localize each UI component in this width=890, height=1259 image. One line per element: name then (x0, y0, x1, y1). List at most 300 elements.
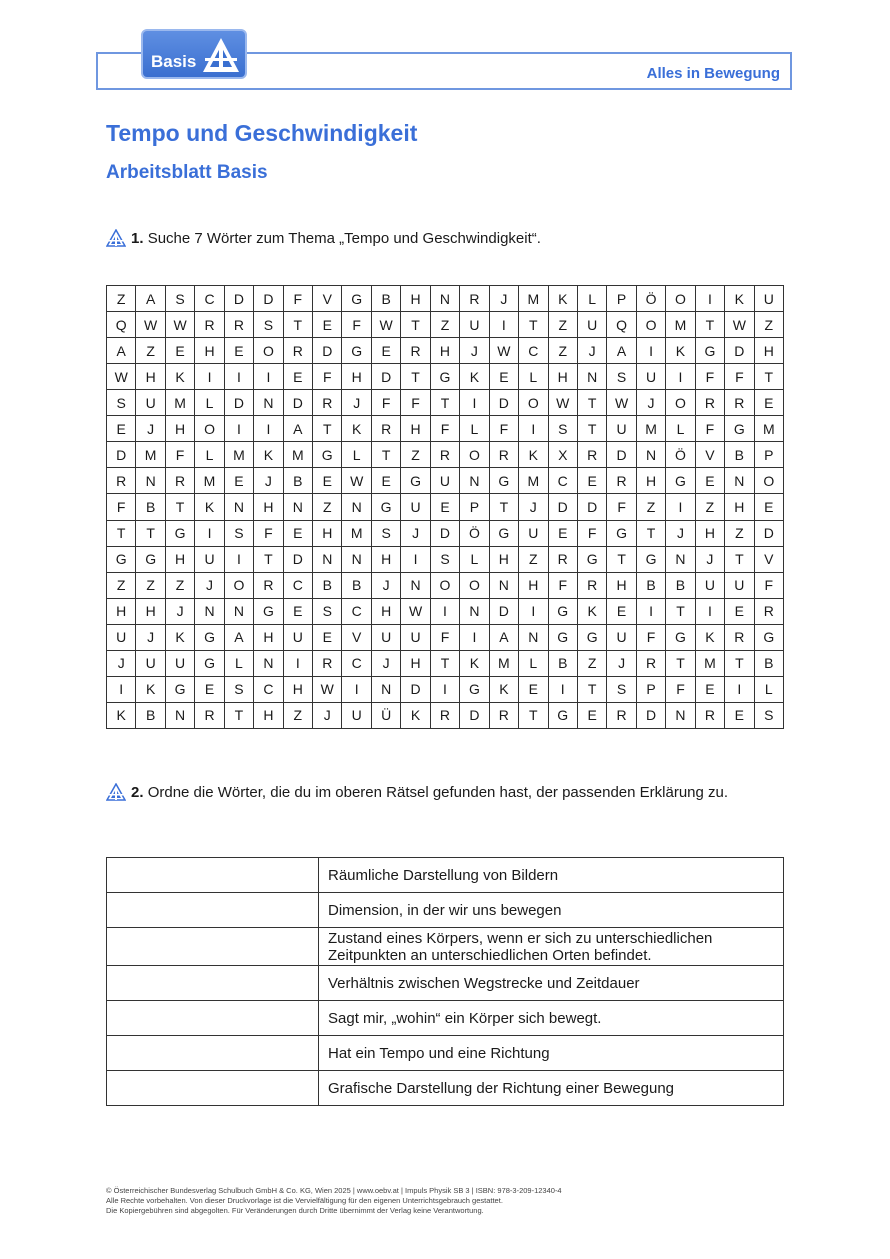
grid-cell[interactable]: F (755, 573, 784, 599)
grid-cell[interactable]: I (401, 547, 430, 573)
grid-cell[interactable]: T (136, 521, 165, 547)
grid-cell[interactable]: L (195, 390, 224, 416)
grid-cell[interactable]: N (666, 547, 695, 573)
grid-cell[interactable]: G (372, 494, 401, 520)
grid-cell[interactable]: T (578, 390, 607, 416)
grid-cell[interactable]: M (490, 651, 519, 677)
grid-cell[interactable]: E (607, 599, 636, 625)
grid-cell[interactable]: M (225, 442, 254, 468)
grid-cell[interactable]: S (254, 312, 283, 338)
grid-cell[interactable]: W (342, 468, 371, 494)
grid-cell[interactable]: K (254, 442, 283, 468)
grid-cell[interactable]: S (549, 416, 578, 442)
grid-cell[interactable]: E (284, 599, 313, 625)
grid-cell[interactable]: W (549, 390, 578, 416)
grid-cell[interactable]: N (136, 468, 165, 494)
grid-cell[interactable]: F (549, 573, 578, 599)
grid-cell[interactable]: Z (549, 312, 578, 338)
grid-cell[interactable]: R (431, 703, 460, 729)
grid-cell[interactable]: I (460, 625, 489, 651)
grid-cell[interactable]: Ö (460, 521, 489, 547)
grid-cell[interactable]: H (401, 651, 430, 677)
grid-cell[interactable]: W (490, 338, 519, 364)
grid-cell[interactable]: T (578, 416, 607, 442)
grid-cell[interactable]: I (431, 599, 460, 625)
grid-cell[interactable]: U (401, 494, 430, 520)
grid-cell[interactable]: F (578, 521, 607, 547)
grid-cell[interactable]: U (342, 703, 371, 729)
grid-cell[interactable]: G (666, 468, 695, 494)
grid-cell[interactable]: F (431, 416, 460, 442)
grid-cell[interactable]: D (607, 442, 636, 468)
grid-cell[interactable]: H (549, 364, 578, 390)
grid-cell[interactable]: J (578, 338, 607, 364)
grid-cell[interactable]: D (372, 364, 401, 390)
grid-cell[interactable]: Z (401, 442, 430, 468)
grid-cell[interactable]: D (284, 547, 313, 573)
grid-cell[interactable]: U (136, 390, 165, 416)
grid-cell[interactable]: K (166, 625, 195, 651)
grid-cell[interactable]: P (460, 494, 489, 520)
grid-cell[interactable]: J (666, 521, 695, 547)
grid-cell[interactable]: R (696, 390, 725, 416)
grid-cell[interactable]: E (284, 521, 313, 547)
grid-cell[interactable]: E (313, 312, 342, 338)
grid-cell[interactable]: E (431, 494, 460, 520)
grid-cell[interactable]: F (490, 416, 519, 442)
grid-cell[interactable]: I (107, 677, 136, 703)
grid-cell[interactable]: F (254, 521, 283, 547)
grid-cell[interactable]: D (431, 521, 460, 547)
grid-cell[interactable]: Z (637, 494, 666, 520)
grid-cell[interactable]: Z (313, 494, 342, 520)
grid-cell[interactable]: Z (107, 573, 136, 599)
grid-cell[interactable]: U (519, 521, 548, 547)
grid-cell[interactable]: I (225, 416, 254, 442)
grid-cell[interactable]: I (490, 312, 519, 338)
grid-cell[interactable]: T (431, 651, 460, 677)
grid-cell[interactable]: G (490, 521, 519, 547)
grid-cell[interactable]: O (225, 573, 254, 599)
grid-cell[interactable]: P (637, 677, 666, 703)
grid-cell[interactable]: R (313, 390, 342, 416)
grid-cell[interactable]: I (254, 416, 283, 442)
grid-cell[interactable]: I (725, 677, 754, 703)
grid-cell[interactable]: C (254, 677, 283, 703)
grid-cell[interactable]: X (549, 442, 578, 468)
grid-cell[interactable]: K (107, 703, 136, 729)
grid-cell[interactable]: N (372, 677, 401, 703)
grid-cell[interactable]: L (225, 651, 254, 677)
grid-cell[interactable]: N (284, 494, 313, 520)
grid-cell[interactable]: R (549, 547, 578, 573)
grid-cell[interactable]: G (195, 625, 224, 651)
grid-cell[interactable]: D (490, 599, 519, 625)
grid-cell[interactable]: B (342, 573, 371, 599)
grid-cell[interactable]: N (578, 364, 607, 390)
grid-cell[interactable]: E (755, 494, 784, 520)
grid-cell[interactable]: L (519, 364, 548, 390)
grid-cell[interactable]: T (401, 312, 430, 338)
grid-cell[interactable]: N (225, 494, 254, 520)
grid-cell[interactable]: U (372, 625, 401, 651)
grid-cell[interactable]: S (372, 521, 401, 547)
grid-cell[interactable]: I (637, 338, 666, 364)
grid-cell[interactable]: Z (755, 312, 784, 338)
grid-cell[interactable]: D (725, 338, 754, 364)
grid-cell[interactable]: E (519, 677, 548, 703)
grid-cell[interactable]: I (519, 599, 548, 625)
grid-cell[interactable]: H (490, 547, 519, 573)
grid-cell[interactable]: H (254, 625, 283, 651)
grid-cell[interactable]: I (342, 677, 371, 703)
grid-cell[interactable]: J (372, 651, 401, 677)
grid-cell[interactable]: J (696, 547, 725, 573)
grid-cell[interactable]: I (460, 390, 489, 416)
grid-cell[interactable]: D (225, 390, 254, 416)
grid-cell[interactable]: L (755, 677, 784, 703)
grid-cell[interactable]: V (755, 547, 784, 573)
grid-cell[interactable]: S (607, 364, 636, 390)
grid-cell[interactable]: M (696, 651, 725, 677)
grid-cell[interactable]: K (549, 286, 578, 312)
grid-cell[interactable]: B (755, 651, 784, 677)
grid-cell[interactable]: G (313, 442, 342, 468)
grid-cell[interactable]: R (431, 442, 460, 468)
grid-cell[interactable]: R (372, 416, 401, 442)
grid-cell[interactable]: M (284, 442, 313, 468)
grid-cell[interactable]: T (755, 364, 784, 390)
grid-cell[interactable]: T (490, 494, 519, 520)
grid-cell[interactable]: U (578, 312, 607, 338)
grid-cell[interactable]: E (225, 468, 254, 494)
grid-cell[interactable]: R (166, 468, 195, 494)
grid-cell[interactable]: L (342, 442, 371, 468)
grid-cell[interactable]: D (107, 442, 136, 468)
grid-cell[interactable]: Z (578, 651, 607, 677)
grid-cell[interactable]: D (284, 390, 313, 416)
grid-cell[interactable]: U (725, 573, 754, 599)
grid-cell[interactable]: E (725, 599, 754, 625)
grid-cell[interactable]: J (460, 338, 489, 364)
grid-cell[interactable]: N (490, 573, 519, 599)
grid-cell[interactable]: I (195, 364, 224, 390)
grid-cell[interactable]: H (195, 338, 224, 364)
grid-cell[interactable]: H (136, 364, 165, 390)
grid-cell[interactable]: A (607, 338, 636, 364)
grid-cell[interactable]: B (136, 703, 165, 729)
grid-cell[interactable]: Ö (666, 442, 695, 468)
grid-cell[interactable]: U (607, 416, 636, 442)
grid-cell[interactable]: F (607, 494, 636, 520)
grid-cell[interactable]: G (166, 677, 195, 703)
grid-cell[interactable]: N (254, 651, 283, 677)
grid-cell[interactable]: K (696, 625, 725, 651)
grid-cell[interactable]: T (107, 521, 136, 547)
grid-cell[interactable]: D (549, 494, 578, 520)
grid-cell[interactable]: F (401, 390, 430, 416)
grid-cell[interactable]: V (696, 442, 725, 468)
grid-cell[interactable]: U (460, 312, 489, 338)
grid-cell[interactable]: E (696, 677, 725, 703)
grid-cell[interactable]: F (666, 677, 695, 703)
grid-cell[interactable]: A (284, 416, 313, 442)
grid-cell[interactable]: R (725, 390, 754, 416)
grid-cell[interactable]: C (342, 599, 371, 625)
grid-cell[interactable]: E (166, 338, 195, 364)
grid-cell[interactable]: G (460, 677, 489, 703)
grid-cell[interactable]: P (607, 286, 636, 312)
grid-cell[interactable]: G (342, 286, 371, 312)
grid-cell[interactable]: K (666, 338, 695, 364)
grid-cell[interactable]: H (342, 364, 371, 390)
grid-cell[interactable]: R (490, 442, 519, 468)
grid-cell[interactable]: I (696, 286, 725, 312)
grid-cell[interactable]: U (431, 468, 460, 494)
grid-cell[interactable]: C (195, 286, 224, 312)
grid-cell[interactable]: R (401, 338, 430, 364)
grid-cell[interactable]: S (607, 677, 636, 703)
answer-field[interactable] (107, 928, 319, 966)
grid-cell[interactable]: B (549, 651, 578, 677)
grid-cell[interactable]: E (284, 364, 313, 390)
grid-cell[interactable]: O (755, 468, 784, 494)
grid-cell[interactable]: T (637, 521, 666, 547)
grid-cell[interactable]: Q (107, 312, 136, 338)
grid-cell[interactable]: F (107, 494, 136, 520)
grid-cell[interactable]: M (666, 312, 695, 338)
grid-cell[interactable]: A (136, 286, 165, 312)
grid-cell[interactable]: N (313, 547, 342, 573)
grid-cell[interactable]: I (696, 599, 725, 625)
grid-cell[interactable]: K (460, 364, 489, 390)
answer-field[interactable] (107, 858, 319, 893)
grid-cell[interactable]: L (195, 442, 224, 468)
grid-cell[interactable]: J (195, 573, 224, 599)
grid-cell[interactable]: E (313, 625, 342, 651)
grid-cell[interactable]: G (195, 651, 224, 677)
grid-cell[interactable]: I (431, 677, 460, 703)
grid-cell[interactable]: G (490, 468, 519, 494)
grid-cell[interactable]: H (313, 521, 342, 547)
grid-cell[interactable]: N (460, 599, 489, 625)
grid-cell[interactable]: U (696, 573, 725, 599)
grid-cell[interactable]: G (107, 547, 136, 573)
grid-cell[interactable]: R (195, 703, 224, 729)
grid-cell[interactable]: L (460, 547, 489, 573)
grid-cell[interactable]: Z (166, 573, 195, 599)
grid-cell[interactable]: S (225, 677, 254, 703)
grid-cell[interactable]: C (342, 651, 371, 677)
grid-cell[interactable]: H (166, 416, 195, 442)
grid-cell[interactable]: R (254, 573, 283, 599)
grid-cell[interactable]: K (490, 677, 519, 703)
grid-cell[interactable]: W (107, 364, 136, 390)
grid-cell[interactable]: I (549, 677, 578, 703)
answer-field[interactable] (107, 1036, 319, 1071)
grid-cell[interactable]: S (166, 286, 195, 312)
grid-cell[interactable]: O (254, 338, 283, 364)
grid-cell[interactable]: N (225, 599, 254, 625)
grid-cell[interactable]: J (166, 599, 195, 625)
grid-cell[interactable]: O (519, 390, 548, 416)
grid-cell[interactable]: T (519, 312, 548, 338)
grid-cell[interactable]: E (372, 338, 401, 364)
grid-cell[interactable]: H (107, 599, 136, 625)
grid-cell[interactable]: R (578, 442, 607, 468)
grid-cell[interactable]: G (549, 625, 578, 651)
grid-cell[interactable]: D (578, 494, 607, 520)
grid-cell[interactable]: F (696, 364, 725, 390)
grid-cell[interactable]: O (195, 416, 224, 442)
grid-cell[interactable]: H (401, 416, 430, 442)
grid-cell[interactable]: S (755, 703, 784, 729)
grid-cell[interactable]: J (107, 651, 136, 677)
grid-cell[interactable]: T (254, 547, 283, 573)
grid-cell[interactable]: K (195, 494, 224, 520)
grid-cell[interactable]: T (666, 651, 695, 677)
grid-cell[interactable]: W (313, 677, 342, 703)
grid-cell[interactable]: I (225, 364, 254, 390)
grid-cell[interactable]: H (637, 468, 666, 494)
grid-cell[interactable]: L (666, 416, 695, 442)
grid-cell[interactable]: H (696, 521, 725, 547)
grid-cell[interactable]: S (225, 521, 254, 547)
grid-cell[interactable]: D (755, 521, 784, 547)
grid-cell[interactable]: E (696, 468, 725, 494)
grid-cell[interactable]: I (637, 599, 666, 625)
grid-cell[interactable]: A (225, 625, 254, 651)
grid-cell[interactable]: Z (549, 338, 578, 364)
grid-cell[interactable]: T (519, 703, 548, 729)
grid-cell[interactable]: U (284, 625, 313, 651)
grid-cell[interactable]: M (195, 468, 224, 494)
grid-cell[interactable]: R (578, 573, 607, 599)
grid-cell[interactable]: K (519, 442, 548, 468)
grid-cell[interactable]: D (637, 703, 666, 729)
grid-cell[interactable]: J (313, 703, 342, 729)
grid-cell[interactable]: R (225, 312, 254, 338)
grid-cell[interactable]: K (136, 677, 165, 703)
grid-cell[interactable]: R (284, 338, 313, 364)
grid-cell[interactable]: R (607, 468, 636, 494)
grid-cell[interactable]: U (755, 286, 784, 312)
grid-cell[interactable]: B (372, 286, 401, 312)
grid-cell[interactable]: R (107, 468, 136, 494)
grid-cell[interactable]: F (166, 442, 195, 468)
grid-cell[interactable]: Ü (372, 703, 401, 729)
grid-cell[interactable]: E (578, 703, 607, 729)
grid-cell[interactable]: F (372, 390, 401, 416)
grid-cell[interactable]: O (431, 573, 460, 599)
grid-cell[interactable]: N (637, 442, 666, 468)
grid-cell[interactable]: E (490, 364, 519, 390)
grid-cell[interactable]: Z (136, 338, 165, 364)
grid-cell[interactable]: J (607, 651, 636, 677)
grid-cell[interactable]: H (372, 599, 401, 625)
grid-cell[interactable]: E (313, 468, 342, 494)
grid-cell[interactable]: K (725, 286, 754, 312)
grid-cell[interactable]: M (637, 416, 666, 442)
grid-cell[interactable]: T (666, 599, 695, 625)
grid-cell[interactable]: E (225, 338, 254, 364)
grid-cell[interactable]: D (490, 390, 519, 416)
grid-cell[interactable]: K (578, 599, 607, 625)
grid-cell[interactable]: K (166, 364, 195, 390)
grid-cell[interactable]: G (696, 338, 725, 364)
grid-cell[interactable]: A (490, 625, 519, 651)
grid-cell[interactable]: D (225, 286, 254, 312)
grid-cell[interactable]: G (725, 416, 754, 442)
grid-cell[interactable]: I (284, 651, 313, 677)
grid-cell[interactable]: T (696, 312, 725, 338)
grid-cell[interactable]: Ö (637, 286, 666, 312)
grid-cell[interactable]: H (372, 547, 401, 573)
grid-cell[interactable]: N (519, 625, 548, 651)
grid-cell[interactable]: G (607, 521, 636, 547)
grid-cell[interactable]: N (342, 547, 371, 573)
grid-cell[interactable]: J (342, 390, 371, 416)
grid-cell[interactable]: G (431, 364, 460, 390)
grid-cell[interactable]: E (195, 677, 224, 703)
grid-cell[interactable]: I (519, 416, 548, 442)
grid-cell[interactable]: T (607, 547, 636, 573)
grid-cell[interactable]: T (725, 651, 754, 677)
grid-cell[interactable]: U (401, 625, 430, 651)
grid-cell[interactable]: T (431, 390, 460, 416)
grid-cell[interactable]: C (549, 468, 578, 494)
grid-cell[interactable]: H (401, 286, 430, 312)
grid-cell[interactable]: U (107, 625, 136, 651)
grid-cell[interactable]: R (460, 286, 489, 312)
grid-cell[interactable]: R (313, 651, 342, 677)
grid-cell[interactable]: M (136, 442, 165, 468)
grid-cell[interactable]: T (284, 312, 313, 338)
grid-cell[interactable]: S (313, 599, 342, 625)
grid-cell[interactable]: H (284, 677, 313, 703)
grid-cell[interactable]: F (696, 416, 725, 442)
grid-cell[interactable]: O (666, 390, 695, 416)
grid-cell[interactable]: A (107, 338, 136, 364)
grid-cell[interactable]: I (666, 494, 695, 520)
grid-cell[interactable]: N (666, 703, 695, 729)
grid-cell[interactable]: D (460, 703, 489, 729)
grid-cell[interactable]: I (254, 364, 283, 390)
grid-cell[interactable]: J (254, 468, 283, 494)
grid-cell[interactable]: W (136, 312, 165, 338)
grid-cell[interactable]: C (284, 573, 313, 599)
grid-cell[interactable]: W (166, 312, 195, 338)
grid-cell[interactable]: M (519, 286, 548, 312)
grid-cell[interactable]: H (431, 338, 460, 364)
grid-cell[interactable]: F (342, 312, 371, 338)
grid-cell[interactable]: Z (284, 703, 313, 729)
grid-cell[interactable]: E (372, 468, 401, 494)
grid-cell[interactable]: H (725, 494, 754, 520)
grid-cell[interactable]: N (195, 599, 224, 625)
grid-cell[interactable]: M (342, 521, 371, 547)
grid-cell[interactable]: N (401, 573, 430, 599)
grid-cell[interactable]: I (195, 521, 224, 547)
grid-cell[interactable]: U (637, 364, 666, 390)
grid-cell[interactable]: M (519, 468, 548, 494)
grid-cell[interactable]: O (637, 312, 666, 338)
grid-cell[interactable]: M (755, 416, 784, 442)
grid-cell[interactable]: R (755, 599, 784, 625)
answer-field[interactable] (107, 893, 319, 928)
grid-cell[interactable]: L (519, 651, 548, 677)
grid-cell[interactable]: J (637, 390, 666, 416)
